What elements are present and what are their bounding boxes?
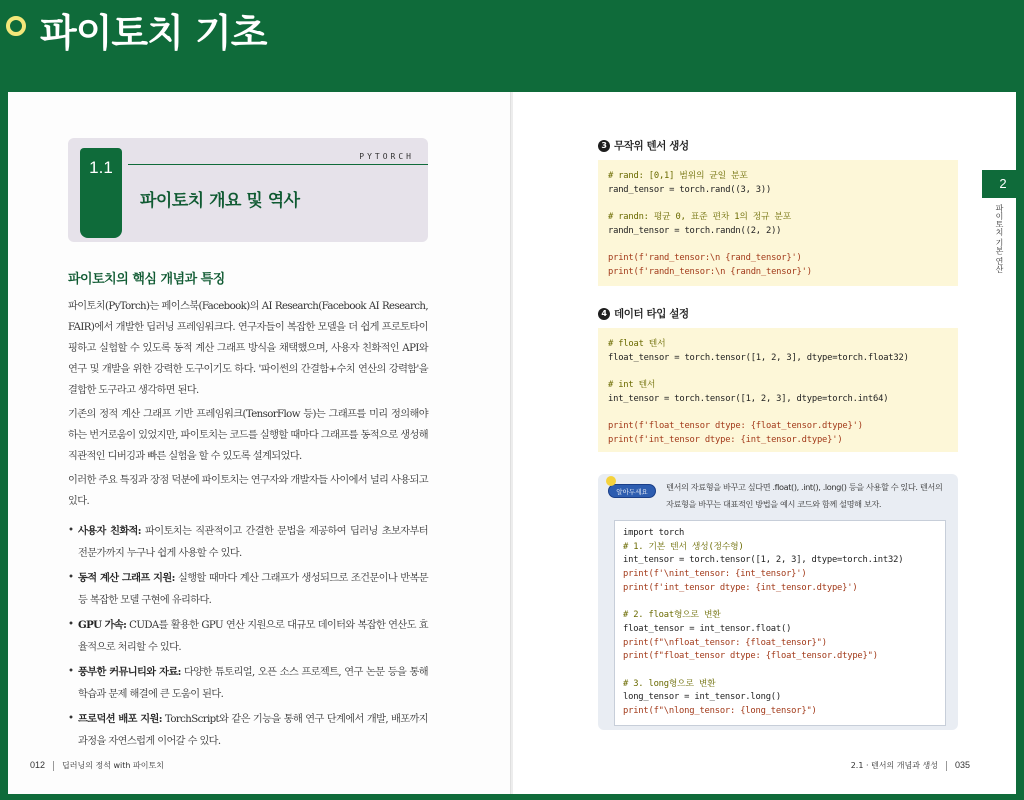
step-heading [598, 138, 689, 153]
item-text: TorchScript와 같은 기능을 통해 연구 단계에서 개발, 배포까지 과정을 자연스럽게 이어갈 수 있다. [78, 714, 429, 747]
feature-list [68, 520, 428, 755]
chapter-tab: 2 [982, 170, 1024, 198]
code-line: # 3. long형으로 변환 [623, 678, 716, 689]
chapter-title: 파이토치 기초 [40, 11, 267, 55]
code-line: randn_tensor = torch.randn((2, 2)) [608, 225, 782, 236]
list-item [68, 520, 428, 565]
code-line [608, 239, 948, 253]
code-block [598, 160, 958, 286]
section-rule [128, 164, 428, 165]
divider [53, 761, 54, 771]
code-line: # rand: [0,1] 범위의 균일 분포 [608, 171, 748, 181]
code-line: # randn: 평균 0, 표준 편차 1의 정규 분포 [608, 212, 792, 223]
page-number: 035 [954, 760, 970, 770]
page-edge [1016, 92, 1024, 794]
list-item [68, 567, 428, 612]
tip-code-block [614, 520, 946, 726]
step-heading [598, 306, 689, 321]
paragraph: 파이토치(PyTorch)는 페이스북(Facebook)의 AI Research(Facebook AI Research, FAIR)에서 개발한 딥러닝 프레임워크다. 연구자들이 복잡한 모델을 더 쉽게 프로토타이핑하고 실험할 수 있도록 동적 계산 그래프 방식을 채택했으며, 사용자 친화적인 API와 연구 및 개발을 위한 강력한 도구이기도 하다. '파이썬의 간결함+수치 연산의 강력함'을 결합한 도구라고 생각하면 된다. [68, 301, 428, 396]
list-item [68, 708, 428, 753]
code-line [608, 365, 948, 379]
code-line: int_tensor = torch.tensor([1, 2, 3], dtype=torch.int32) [623, 555, 904, 566]
section-header [68, 138, 428, 242]
code-line: # 1. 기본 텐서 생성(정수형) [623, 541, 744, 552]
code-line: # float 텐서 [608, 339, 666, 349]
code-line: print(f"float_tensor dtype: {float_tensor.dtype}") [623, 651, 878, 662]
code-line: float_tensor = torch.tensor([1, 2, 3], dtype=torch.float32) [608, 352, 909, 363]
paragraph: 이러한 주요 특징과 장점 덕분에 파이토치는 연구자와 개발자들 사이에서 널리 사용되고 있다. [68, 475, 428, 507]
lightbulb-icon [606, 476, 616, 486]
code-line: float_tensor = int_tensor.float() [623, 623, 792, 634]
code-line: print(f'randn_tensor:\n {randn_tensor}') [608, 266, 812, 277]
section-number: 1.1 [80, 148, 122, 238]
code-line: rand_tensor = torch.rand((3, 3)) [608, 184, 772, 195]
left-page [8, 92, 511, 794]
chapter-side-title: 파이토치 기본 연산 [995, 204, 1004, 274]
step-title: 무작위 텐서 생성 [614, 140, 689, 152]
tip-text: 텐서의 자료형을 바꾸고 싶다면 .float(), .int(), .long() 등을 사용할 수 있다. 텐서의 자료형을 바꾸는 대표적인 방법을 예시 코드와 함께 설명해 보자. [666, 482, 943, 509]
code-line [623, 664, 937, 678]
code-block [598, 328, 958, 452]
item-text: 다양한 튜토리얼, 오픈 소스 프로젝트, 연구 논문 등을 통해 학습과 문제 해결에 큰 도움이 된다. [78, 667, 428, 700]
code-line: print(f"\nlong_tensor: {long_tensor}") [623, 706, 817, 717]
section-title: 파이토치 개요 및 역사 [140, 191, 300, 211]
subheading: 파이토치의 핵심 개념과 특징 [68, 272, 225, 287]
item-term: 동적 계산 그래프 지원: [78, 572, 175, 584]
code-line: import torch [623, 528, 685, 538]
item-term: 사용자 친화적: [78, 525, 141, 537]
step-number: 3 [598, 140, 610, 152]
page-number: 012 [30, 760, 46, 770]
item-text: 실행할 때마다 계산 그래프가 생성되므로 조건문이나 반복문 등 복잡한 모델 구현에 유리하다. [78, 573, 429, 606]
tip-badge-label: 알아두세요 [616, 488, 648, 496]
code-line [608, 407, 948, 421]
tip-box [598, 474, 958, 730]
code-line: print(f'rand_tensor:\n {rand_tensor}') [608, 253, 802, 264]
paragraph: 기존의 정적 계산 그래프 기반 프레임워크(TensorFlow 등)는 그래프를 미리 정의해야 하는 번거로움이 있었지만, 파이토치는 코드를 실행할 때마다 그래프를 동적으로 생성해 직관적인 디버깅과 빠른 실험을 할 수 있도록 설계되었다. [68, 409, 428, 462]
list-item [68, 661, 428, 706]
item-term: 풍부한 커뮤니티와 자료: [78, 666, 181, 678]
code-line: int_tensor = torch.tensor([1, 2, 3], dtype=torch.int64) [608, 393, 889, 404]
step-number: 4 [598, 308, 610, 320]
code-line: long_tensor = int_tensor.long() [623, 692, 781, 703]
page-footer [851, 760, 970, 771]
code-line: print(f'int_tensor dtype: {int_tensor.dtype}') [608, 434, 843, 445]
ring-icon [6, 16, 26, 36]
code-line [608, 197, 948, 211]
code-line: print(f'int_tensor dtype: {int_tensor.dtype}') [623, 582, 858, 593]
code-line [623, 596, 937, 610]
chapter-banner [0, 0, 1024, 90]
code-line: print(f"\nfloat_tensor: {float_tensor}") [623, 637, 827, 648]
list-item [68, 614, 428, 659]
book-title: 딥러닝의 정석 with 파이토치 [62, 761, 164, 770]
code-line: print(f'float_tensor dtype: {float_tensor.dtype}') [608, 421, 863, 432]
section-ref: 2.1 · 텐서의 개념과 생성 [850, 761, 938, 770]
code-line: # 2. float형으로 변환 [623, 610, 721, 621]
section-label: PYTORCH [359, 152, 414, 161]
code-line: print(f'\nint_tensor: {int_tensor}') [623, 569, 807, 580]
right-page [513, 92, 982, 794]
tip-badge [608, 484, 656, 498]
step-title: 데이터 타입 설정 [614, 308, 689, 320]
code-line: # int 텐서 [608, 380, 656, 391]
divider [946, 761, 947, 771]
item-text: CUDA를 활용한 GPU 연산 지원으로 대규모 데이터와 복잡한 연산도 효율적으로 처리할 수 있다. [78, 620, 428, 653]
item-term: 프로덕션 배포 지원: [78, 713, 162, 725]
item-text: 파이토치는 직관적이고 간결한 문법을 제공하여 딥러닝 초보자부터 전문가까지 누구나 쉽게 사용할 수 있다. [78, 526, 429, 559]
page-footer [30, 760, 164, 771]
item-term: GPU 가속: [78, 619, 127, 631]
